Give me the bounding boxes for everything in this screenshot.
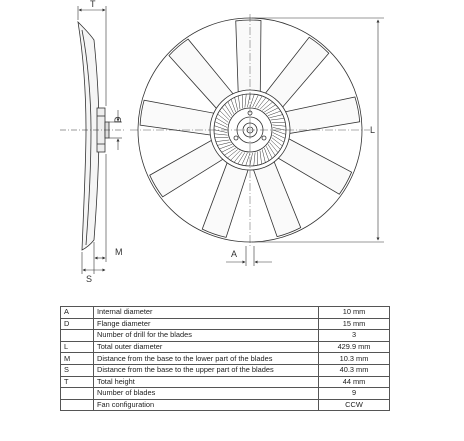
spec-key: T bbox=[61, 376, 94, 388]
spec-description: Distance from the base to the upper part of the blades bbox=[94, 364, 319, 376]
spec-description: Internal diameter bbox=[94, 307, 319, 319]
fan-blade bbox=[286, 97, 360, 133]
fan-blade bbox=[236, 20, 261, 92]
dimension-label-m: M bbox=[115, 247, 123, 257]
spec-description: Flange diameter bbox=[94, 318, 319, 330]
spec-key: S bbox=[61, 364, 94, 376]
spec-row bbox=[61, 399, 390, 411]
fan-blade bbox=[266, 37, 329, 107]
spec-key: M bbox=[61, 353, 94, 365]
dimension-label-s: S bbox=[86, 274, 93, 284]
spec-value: CCW bbox=[319, 399, 390, 411]
spec-key: A bbox=[61, 307, 94, 319]
spec-value: 44 mm bbox=[319, 376, 390, 388]
spec-description: Total height bbox=[94, 376, 319, 388]
fan-blade bbox=[202, 163, 248, 238]
spec-row bbox=[61, 330, 390, 342]
fan-blade bbox=[140, 100, 214, 135]
spec-row bbox=[61, 376, 390, 388]
spec-key bbox=[61, 399, 94, 411]
dimension-label-d: D bbox=[113, 116, 123, 123]
fan-front-view bbox=[130, 14, 370, 246]
fan-blade bbox=[169, 39, 233, 108]
spec-key bbox=[61, 330, 94, 342]
fan-blade bbox=[150, 140, 223, 196]
spec-key: L bbox=[61, 341, 94, 353]
spec-value: 3 bbox=[319, 330, 390, 342]
spec-description: Number of blades bbox=[94, 388, 319, 400]
spec-row bbox=[61, 364, 390, 376]
dimension-label-t: T bbox=[90, 0, 96, 9]
fan-blade bbox=[278, 139, 351, 194]
spec-key bbox=[61, 388, 94, 400]
spec-row bbox=[61, 318, 390, 330]
spec-row bbox=[61, 341, 390, 353]
dimension-label-a: A bbox=[231, 249, 238, 259]
specification-table bbox=[60, 306, 390, 411]
spec-key: D bbox=[61, 318, 94, 330]
dimension-label-l: L bbox=[370, 125, 376, 135]
fan-side-view bbox=[60, 22, 125, 250]
spec-value: 10 mm bbox=[319, 307, 390, 319]
spec-value: 9 bbox=[319, 388, 390, 400]
spec-value: 429.9 mm bbox=[319, 341, 390, 353]
fan-blade bbox=[254, 162, 301, 237]
spec-description: Fan configuration bbox=[94, 399, 319, 411]
spec-row bbox=[61, 388, 390, 400]
spec-row bbox=[61, 353, 390, 365]
spec-value: 10.3 mm bbox=[319, 353, 390, 365]
spec-description: Distance from the base to the lower part of the blades bbox=[94, 353, 319, 365]
spec-value: 15 mm bbox=[319, 318, 390, 330]
spec-description: Number of drill for the blades bbox=[94, 330, 319, 342]
spec-value: 40.3 mm bbox=[319, 364, 390, 376]
spec-description: Total outer diameter bbox=[94, 341, 319, 353]
spec-row bbox=[61, 307, 390, 319]
